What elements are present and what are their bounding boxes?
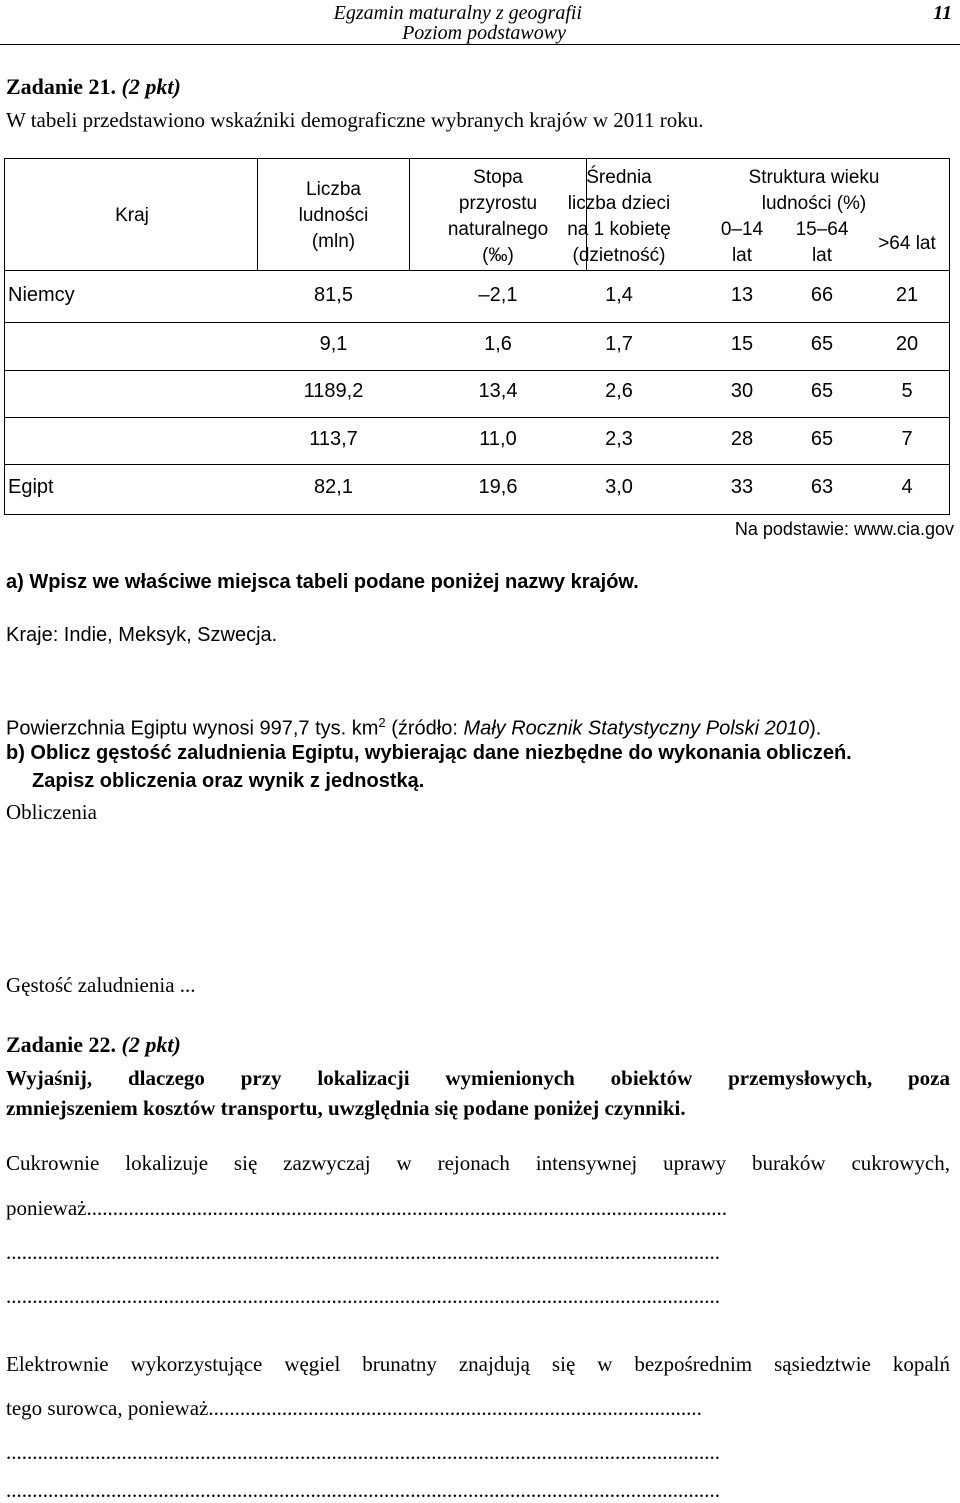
power-plant-answer-line1[interactable]: tego surowca, ponieważ.............................................................................................. [6,1396,702,1420]
table-row-divider [4,370,950,371]
demographics-table [4,158,950,515]
row1-country: Niemcy [8,284,75,306]
calculations-label: Obliczenia [6,800,97,824]
area-source-prefix: (źródło: [385,717,464,740]
table-source: Na podstawie: www.cia.gov [734,519,954,539]
exam-level: Poziom podstawowy [402,22,566,44]
table-row-divider [4,417,950,418]
task22-instruction-line2: zmniejszeniem kosztów transportu, uwzględnia się podane poniżej czynniki. [6,1096,686,1120]
exam-title: Egzamin maturalny z geografii [333,2,582,24]
header-fertility-line1: Średnia [586,167,652,188]
task22-title-text: Zadanie 22. [6,1032,122,1057]
row1-fertility: 1,4 [605,284,633,306]
row2-population: 9,1 [319,333,348,355]
sugar-factory-answer-line2[interactable]: ........................................................................................................................................ [6,1240,720,1264]
task22-title [6,1032,181,1058]
row5-fertility: 3,0 [605,476,633,498]
row2-age-0-14: 15 [730,333,754,355]
density-answer-field[interactable]: Gęstość zaludnienia ... [6,973,196,997]
table-border-left [4,158,5,515]
row5-age-15-64: 63 [810,476,834,498]
row4-growth: 11,0 [479,428,517,450]
header-growth-line1: Stopa [473,167,523,188]
power-plant-statement: Elektrownie wykorzystujące węgiel brunatny znajdują się w bezpośrednim sąsiedztwie kopalń [6,1352,950,1376]
row3-fertility: 2,6 [605,380,633,402]
row4-age-65-plus: 7 [901,428,913,450]
area-unit-exponent: 2 [378,715,386,730]
row5-country: Egipt [8,476,54,498]
row1-population: 81,5 [314,284,353,306]
task22-instruction-line1: Wyjaśnij, dlaczego przy lokalizacji wymienionych obiektów przemysłowych, poza [6,1066,950,1090]
header-fertility-line3: na 1 kobietę [567,219,671,240]
row3-age-0-14: 30 [730,380,754,402]
row5-growth: 19,6 [478,476,518,498]
part-b-instruction-line1: b) Oblicz gęstość zaludnienia Egiptu, wybierając dane niezbędne do wykonania obliczeń. [6,742,852,764]
header-fertility-line4: (dzietność) [572,245,666,266]
header-population-line2: ludności [298,205,369,226]
row2-fertility: 1,7 [605,333,633,355]
header-age-15-64-line1: 15–64 [795,219,849,240]
header-age-15-64-line2: lat [811,245,833,266]
egypt-area-statement [6,715,821,741]
part-a-instruction: a) Wpisz we właściwe miejsca tabeli podane poniżej nazwy krajów. [6,571,639,593]
egypt-area-text: Powierzchnia Egiptu wynosi 997,7 tys. km [6,717,379,740]
header-population-line1: Liczba [306,179,361,200]
header-divider [0,44,960,45]
row1-growth: –2,1 [478,284,518,306]
header-growth-line4: (‰) [482,245,514,266]
task21-title-text: Zadanie 21. [6,74,122,99]
task21-intro: W tabeli przedstawiono wskaźniki demograficzne wybranych krajów w 2011 roku. [6,108,704,132]
row3-age-15-64: 65 [810,380,834,402]
header-age-65-plus: >64 lat [878,233,936,254]
row1-age-65-plus: 21 [895,284,919,306]
task22-points: (2 pkt) [121,1032,181,1057]
table-border-top [4,158,950,159]
row5-population: 82,1 [314,476,353,498]
header-age-0-14-line2: lat [731,245,753,266]
table-row-divider [4,464,950,465]
table-border-bottom [4,514,950,515]
header-fertility-line2: liczba dzieci [567,193,671,214]
sugar-factory-answer-line1[interactable]: ponieważ.......................................................................................................................... [6,1196,727,1220]
header-population-line3: (mln) [311,231,356,252]
row1-age-15-64: 66 [810,284,834,306]
row3-age-65-plus: 5 [901,380,913,402]
sugar-factory-answer-line3[interactable]: ........................................................................................................................................ [6,1284,720,1308]
area-source-title: Mały Rocznik Statystyczny Polski 2010 [463,717,810,740]
row3-growth: 13,4 [478,380,518,402]
header-country: Kraj [115,205,149,226]
table-border-right [949,158,950,515]
row5-age-0-14: 33 [730,476,754,498]
area-source-suffix: ). [809,717,822,740]
power-plant-answer-line3[interactable]: ........................................................................................................................................ [6,1478,720,1502]
task21-points: (2 pkt) [121,74,181,99]
row1-age-0-14: 13 [730,284,754,306]
part-a-countries: Kraje: Indie, Meksyk, Szwecja. [6,624,278,646]
row2-growth: 1,6 [484,333,512,355]
header-structure-line1: Struktura wieku [748,167,880,188]
sugar-factory-statement: Cukrownie lokalizuje się zazwyczaj w rejonach intensywnej uprawy buraków cukrowych, [6,1151,950,1175]
row4-age-0-14: 28 [730,428,754,450]
row4-fertility: 2,3 [605,428,633,450]
header-growth-line2: przyrostu [458,193,538,214]
header-structure-line2: ludności (%) [761,193,867,214]
row4-age-15-64: 65 [810,428,834,450]
table-row-divider [4,322,950,323]
row2-age-65-plus: 20 [895,333,919,355]
power-plant-answer-line2[interactable]: ........................................................................................................................................ [6,1440,720,1464]
row3-population: 1189,2 [303,380,364,402]
task21-title [6,74,181,100]
row2-age-15-64: 65 [810,333,834,355]
header-age-0-14-line1: 0–14 [720,219,764,240]
table-row-divider [4,270,950,271]
part-b-instruction-line2: Zapisz obliczenia oraz wynik z jednostką. [32,770,425,792]
page-number: 11 [933,2,952,24]
header-growth-line3: naturalnego [447,219,549,240]
row4-population: 113,7 [309,428,358,450]
row5-age-65-plus: 4 [901,476,913,498]
